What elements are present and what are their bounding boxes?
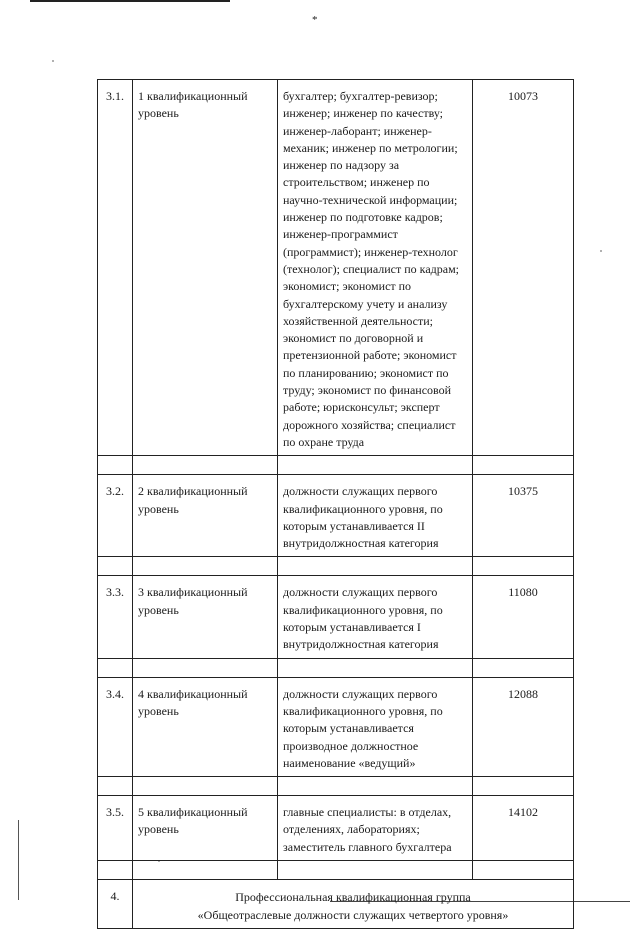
row-number: 3.2. bbox=[98, 475, 133, 557]
row-gap bbox=[98, 557, 574, 576]
salary-value: 12088 bbox=[473, 677, 574, 776]
salary-value: 10073 bbox=[473, 80, 574, 456]
row-number: 3.3. bbox=[98, 576, 133, 658]
row-gap bbox=[98, 777, 574, 796]
salary-value: 14102 bbox=[473, 796, 574, 861]
page-mark: * bbox=[312, 14, 318, 26]
group-row bbox=[98, 879, 574, 928]
positions-list: главные специалисты: в отделах, отделениях, лабораториях; заместитель главного бухгалтера bbox=[278, 796, 473, 861]
positions-list: должности служащих первого квалификационного уровня, по которым устанавливается II внутридолжностная категория bbox=[278, 475, 473, 557]
margin-line bbox=[18, 820, 19, 900]
qualification-level: 5 квалификационный уровень bbox=[133, 796, 278, 861]
row-number: 3.1. bbox=[98, 80, 133, 456]
salary-value: 10375 bbox=[473, 475, 574, 557]
row-gap bbox=[98, 860, 574, 879]
positions-list: должности служащих первого квалификационного уровня, по которым устанавливается I внутридолжностная категория bbox=[278, 576, 473, 658]
row-number: 4. bbox=[98, 879, 133, 928]
qualification-level: 4 квалификационный уровень bbox=[133, 677, 278, 776]
qualification-level: 3 квалификационный уровень bbox=[133, 576, 278, 658]
salary-value: 11080 bbox=[473, 576, 574, 658]
table-row bbox=[98, 576, 574, 658]
qualification-level: 1 квалификационный уровень bbox=[133, 80, 278, 456]
row-gap bbox=[98, 456, 574, 475]
scan-speck bbox=[52, 60, 54, 62]
top-border-line bbox=[30, 0, 230, 2]
scan-speck bbox=[600, 250, 602, 252]
table-row bbox=[98, 796, 574, 861]
table-row bbox=[98, 80, 574, 456]
table-row bbox=[98, 475, 574, 557]
row-number: 3.5. bbox=[98, 796, 133, 861]
row-gap bbox=[98, 658, 574, 677]
group-title bbox=[133, 879, 574, 928]
group-title-line: Профессиональная квалификационная группа bbox=[235, 889, 471, 904]
group-title-line: «Общеотраслевые должности служащих четвертого уровня» bbox=[197, 907, 509, 922]
qualification-level: 2 квалификационный уровень bbox=[133, 475, 278, 557]
qualification-table bbox=[97, 79, 574, 929]
row-number: 3.4. bbox=[98, 677, 133, 776]
positions-list: должности служащих первого квалификационного уровня, по которым устанавливается производное должностное наименование «ведущий» bbox=[278, 677, 473, 776]
positions-list: бухгалтер; бухгалтер-ревизор; инженер; инженер по качеству; инженер-лаборант; инженер-механик; инженер по метрологии; инженер по надзору за строительством; инженер по научно-технической информации; инженер по подготовке кадров; инженер-программист (программист); инженер-технолог (технолог); специалист по кадрам; экономист; экономист по бухгалтерскому учету и анализу хозяйственной деятельности; экономист по договорной и претензионной работе; экономист по планированию; экономист по труду; экономист по финансовой работе; юрисконсульт; эксперт дорожного хозяйства; специалист по охране труда bbox=[278, 80, 473, 456]
table-row bbox=[98, 677, 574, 776]
